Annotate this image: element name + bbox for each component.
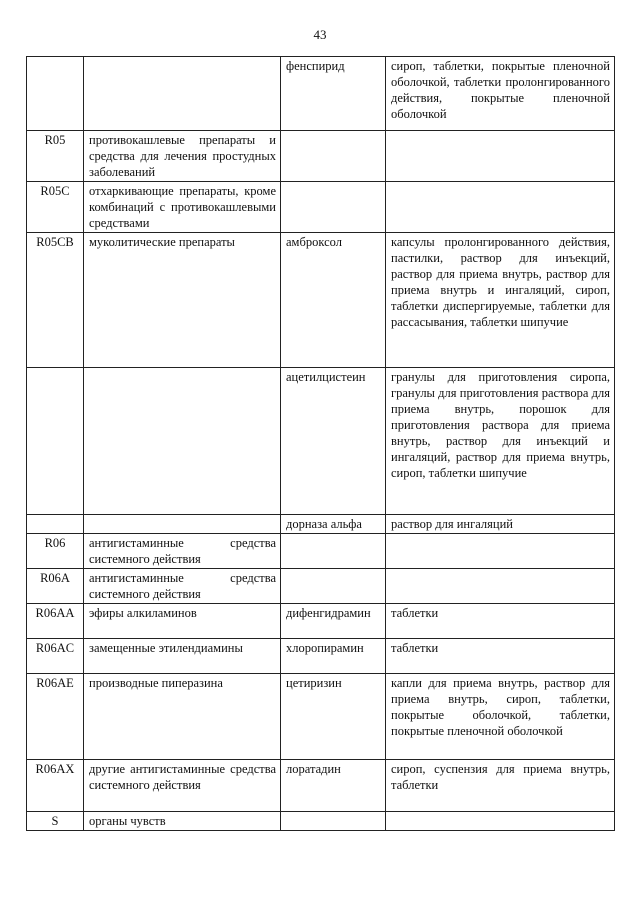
drug-name-cell: хлоропирамин: [281, 639, 386, 674]
drug-name-cell: цетиризин: [281, 674, 386, 760]
dosage-forms-cell: [386, 534, 615, 569]
atc-code-cell: R06AE: [27, 674, 84, 760]
drug-name-cell: [281, 131, 386, 182]
table-row: [27, 515, 615, 534]
table-row: [27, 674, 615, 760]
pharmacological-group-cell: эфиры алкиламинов: [84, 604, 281, 639]
table-row: [27, 534, 615, 569]
dosage-forms-cell: сироп, таблетки, покрытые пленочной оболочкой, таблетки пролонгированного действия, покрытые пленочной оболочкой: [386, 57, 615, 131]
table-row: [27, 131, 615, 182]
drug-name-cell: [281, 812, 386, 831]
pharmacological-group-cell: замещенные этилендиамины: [84, 639, 281, 674]
atc-code-cell: R06: [27, 534, 84, 569]
table-row: [27, 368, 615, 515]
atc-code-cell: R05: [27, 131, 84, 182]
dosage-forms-cell: раствор для ингаляций: [386, 515, 615, 534]
table-row: [27, 604, 615, 639]
pharmacological-group-cell: другие антигистаминные средства системного действия: [84, 760, 281, 812]
drug-name-cell: [281, 534, 386, 569]
atc-code-cell: R06AC: [27, 639, 84, 674]
dosage-forms-cell: [386, 812, 615, 831]
pharmacological-group-cell: [84, 57, 281, 131]
page-number: 43: [313, 27, 327, 42]
pharmacological-group-cell: антигистаминные средства системного действия: [84, 569, 281, 604]
atc-code-cell: [27, 368, 84, 515]
table-row: [27, 760, 615, 812]
table-body: [27, 57, 615, 831]
atc-code-cell: R05CB: [27, 233, 84, 368]
pharmacological-group-cell: органы чувств: [84, 812, 281, 831]
table-row: [27, 233, 615, 368]
table-row: [27, 57, 615, 131]
drug-name-cell: дифенгидрамин: [281, 604, 386, 639]
dosage-forms-cell: таблетки: [386, 604, 615, 639]
drug-name-cell: дорназа альфа: [281, 515, 386, 534]
atc-code-cell: R06AX: [27, 760, 84, 812]
dosage-forms-cell: [386, 569, 615, 604]
drug-classification-table: [26, 56, 615, 831]
dosage-forms-cell: капли для приема внутрь, раствор для приема внутрь, сироп, таблетки, покрытые оболочкой, таблетки, покрытые пленочной оболочкой: [386, 674, 615, 760]
atc-code-cell: R05C: [27, 182, 84, 233]
atc-code-cell: [27, 515, 84, 534]
dosage-forms-cell: капсулы пролонгированного действия, пастилки, раствор для инъекций, раствор для приема внутрь, раствор для приема внутрь и ингаляций, сироп, таблетки диспергируемые, таблетки для рассасывания, таблетки шипучие: [386, 233, 615, 368]
drug-name-cell: фенспирид: [281, 57, 386, 131]
drug-name-cell: лоратадин: [281, 760, 386, 812]
pharmacological-group-cell: [84, 368, 281, 515]
drug-name-cell: [281, 182, 386, 233]
pharmacological-group-cell: противокашлевые препараты и средства для лечения простудных заболеваний: [84, 131, 281, 182]
drug-name-cell: ацетилцистеин: [281, 368, 386, 515]
dosage-forms-cell: таблетки: [386, 639, 615, 674]
table-row: [27, 812, 615, 831]
pharmacological-group-cell: [84, 515, 281, 534]
pharmacological-group-cell: производные пиперазина: [84, 674, 281, 760]
atc-code-cell: S: [27, 812, 84, 831]
dosage-forms-cell: [386, 131, 615, 182]
drug-name-cell: амброксол: [281, 233, 386, 368]
pharmacological-group-cell: муколитические препараты: [84, 233, 281, 368]
drug-name-cell: [281, 569, 386, 604]
dosage-forms-cell: сироп, суспензия для приема внутрь, таблетки: [386, 760, 615, 812]
atc-code-cell: R06AA: [27, 604, 84, 639]
pharmacological-group-cell: отхаркивающие препараты, кроме комбинаций с противокашлевыми средствами: [84, 182, 281, 233]
table-row: [27, 639, 615, 674]
table-row: [27, 182, 615, 233]
atc-code-cell: [27, 57, 84, 131]
dosage-forms-cell: гранулы для приготовления сиропа, гранулы для приготовления раствора для приема внутрь, порошок для приготовления раствора для приема внутрь, раствор для инъекций и ингаляций, раствор для приема внутрь, сироп, таблетки шипучие: [386, 368, 615, 515]
dosage-forms-cell: [386, 182, 615, 233]
pharmacological-group-cell: антигистаминные средства системного действия: [84, 534, 281, 569]
table-row: [27, 569, 615, 604]
atc-code-cell: R06A: [27, 569, 84, 604]
